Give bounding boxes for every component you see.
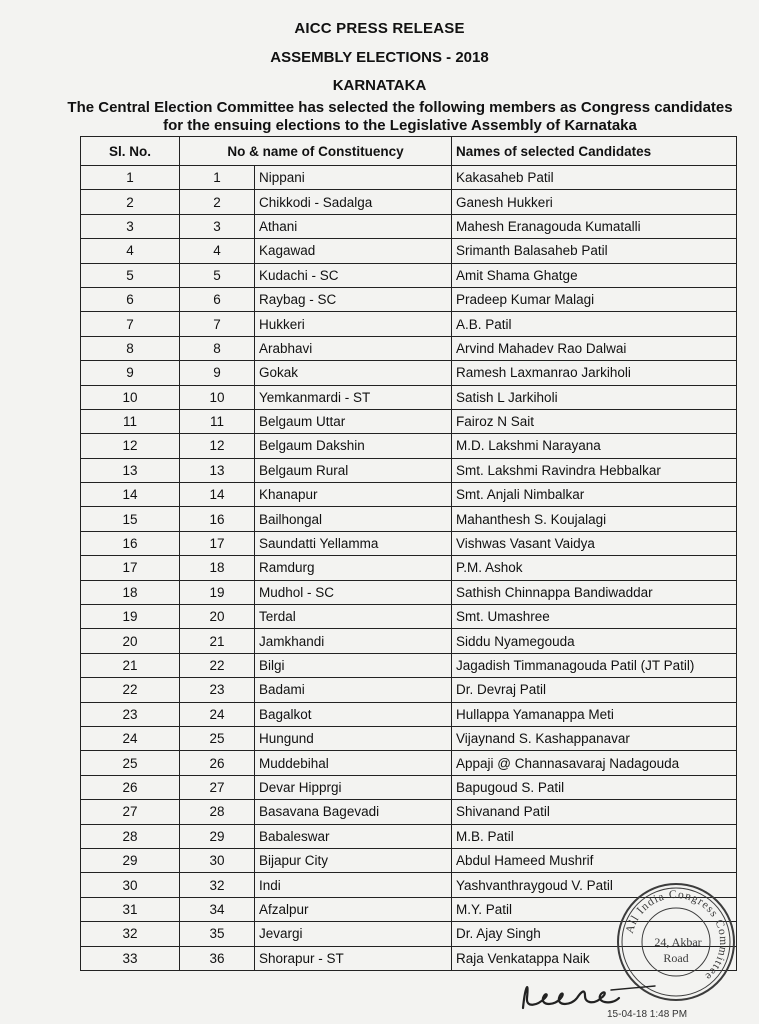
- constituency-name-cell: Hukkeri: [255, 312, 452, 336]
- sl-no-cell: 2: [81, 190, 180, 214]
- candidate-name-cell: Yashvanthraygoud V. Patil: [452, 873, 737, 897]
- candidate-name-cell: Srimanth Balasaheb Patil: [452, 239, 737, 263]
- table-row: [81, 409, 737, 433]
- constituency-number-cell: 18: [180, 556, 255, 580]
- constituency-name-cell: Saundatti Yellamma: [255, 531, 452, 555]
- table-row: [81, 678, 737, 702]
- constituency-name-cell: Mudhol - SC: [255, 580, 452, 604]
- candidate-name-cell: Ramesh Laxmanrao Jarkiholi: [452, 361, 737, 385]
- sl-no-cell: 24: [81, 726, 180, 750]
- intro-paragraph: [60, 99, 740, 135]
- candidates-table: [80, 136, 737, 971]
- constituency-number-cell: 12: [180, 434, 255, 458]
- sl-no-cell: 8: [81, 336, 180, 360]
- constituency-number-cell: 21: [180, 629, 255, 653]
- sl-no-cell: 16: [81, 531, 180, 555]
- sl-no-cell: 32: [81, 922, 180, 946]
- candidates-header: Names of selected Candidates: [452, 137, 737, 166]
- sl-no-cell: 21: [81, 653, 180, 677]
- sl-no-cell: 20: [81, 629, 180, 653]
- candidate-name-cell: Arvind Mahadev Rao Dalwai: [452, 336, 737, 360]
- seal-address-line-2: Road: [663, 951, 689, 965]
- constituency-number-cell: 25: [180, 726, 255, 750]
- sl-no-cell: 26: [81, 775, 180, 799]
- sl-no-cell: 30: [81, 873, 180, 897]
- constituency-name-cell: Raybag - SC: [255, 287, 452, 311]
- candidate-name-cell: Kakasaheb Patil: [452, 166, 737, 190]
- sl-no-header: Sl. No.: [81, 137, 180, 166]
- sl-no-cell: 11: [81, 409, 180, 433]
- constituency-number-cell: 26: [180, 751, 255, 775]
- candidate-name-cell: A.B. Patil: [452, 312, 737, 336]
- constituency-name-cell: Gokak: [255, 361, 452, 385]
- seal-address-line-1: 24, Akbar: [654, 935, 702, 949]
- sl-no-cell: 4: [81, 239, 180, 263]
- constituency-number-cell: 6: [180, 287, 255, 311]
- press-release-title: AICC PRESS RELEASE: [294, 20, 465, 37]
- candidate-name-cell: Appaji @ Channasavaraj Nadagouda: [452, 751, 737, 775]
- sl-no-cell: 15: [81, 507, 180, 531]
- table-row: [81, 800, 737, 824]
- sl-no-cell: 14: [81, 483, 180, 507]
- sl-no-cell: 13: [81, 458, 180, 482]
- table-row: [81, 483, 737, 507]
- constituency-name-cell: Kudachi - SC: [255, 263, 452, 287]
- candidate-name-cell: P.M. Ashok: [452, 556, 737, 580]
- sl-no-cell: 22: [81, 678, 180, 702]
- candidate-name-cell: M.D. Lakshmi Narayana: [452, 434, 737, 458]
- candidate-name-cell: Shivanand Patil: [452, 800, 737, 824]
- candidate-name-cell: Ganesh Hukkeri: [452, 190, 737, 214]
- constituency-name-cell: Muddebihal: [255, 751, 452, 775]
- candidate-name-cell: Smt. Lakshmi Ravindra Hebbalkar: [452, 458, 737, 482]
- sl-no-cell: 1: [81, 166, 180, 190]
- signature-icon: [515, 968, 688, 1020]
- constituency-number-cell: 4: [180, 239, 255, 263]
- constituency-name-cell: Shorapur - ST: [255, 946, 452, 970]
- table-row: [81, 824, 737, 848]
- candidate-name-cell: Dr. Ajay Singh: [452, 922, 737, 946]
- sl-no-cell: 17: [81, 556, 180, 580]
- sl-no-cell: 9: [81, 361, 180, 385]
- candidate-name-cell: Fairoz N Sait: [452, 409, 737, 433]
- constituency-number-cell: 7: [180, 312, 255, 336]
- table-row: [81, 556, 737, 580]
- sl-no-cell: 7: [81, 312, 180, 336]
- candidate-name-cell: Siddu Nyamegouda: [452, 629, 737, 653]
- state-heading: KARNATAKA: [332, 77, 427, 94]
- constituency-number-cell: 9: [180, 361, 255, 385]
- constituency-name-cell: Athani: [255, 214, 452, 238]
- candidate-name-cell: Amit Shama Ghatge: [452, 263, 737, 287]
- constituency-number-cell: 20: [180, 605, 255, 629]
- table-row: [81, 629, 737, 653]
- constituency-number-cell: 23: [180, 678, 255, 702]
- table-row: [81, 848, 737, 872]
- candidate-name-cell: Hullappa Yamanappa Meti: [452, 702, 737, 726]
- intro-line-2: for the ensuing elections to the Legislative Assembly of Karnataka: [163, 117, 637, 134]
- candidate-name-cell: Vishwas Vasant Vaidya: [452, 531, 737, 555]
- constituency-number-cell: 36: [180, 946, 255, 970]
- constituency-name-cell: Arabhavi: [255, 336, 452, 360]
- table-row: [81, 605, 737, 629]
- constituency-name-cell: Bagalkot: [255, 702, 452, 726]
- table-row: [81, 751, 737, 775]
- constituency-number-cell: 13: [180, 458, 255, 482]
- constituency-name-cell: Chikkodi - Sadalga: [255, 190, 452, 214]
- sl-no-cell: 27: [81, 800, 180, 824]
- sl-no-cell: 10: [81, 385, 180, 409]
- constituency-name-cell: Indi: [255, 873, 452, 897]
- constituency-number-cell: 29: [180, 824, 255, 848]
- sl-no-cell: 25: [81, 751, 180, 775]
- candidate-name-cell: Pradeep Kumar Malagi: [452, 287, 737, 311]
- constituency-number-cell: 35: [180, 922, 255, 946]
- constituency-number-cell: 5: [180, 263, 255, 287]
- sl-no-cell: 29: [81, 848, 180, 872]
- constituency-number-cell: 19: [180, 580, 255, 604]
- table-row: [81, 336, 737, 360]
- sl-no-cell: 6: [81, 287, 180, 311]
- table-row: [81, 507, 737, 531]
- constituency-name-cell: Bailhongal: [255, 507, 452, 531]
- constituency-number-cell: 16: [180, 507, 255, 531]
- constituency-number-cell: 32: [180, 873, 255, 897]
- candidate-name-cell: Smt. Anjali Nimbalkar: [452, 483, 737, 507]
- constituency-number-cell: 2: [180, 190, 255, 214]
- constituency-name-cell: Khanapur: [255, 483, 452, 507]
- constituency-number-cell: 3: [180, 214, 255, 238]
- candidate-name-cell: Raja Venkatappa Naik: [452, 946, 737, 970]
- sl-no-cell: 5: [81, 263, 180, 287]
- constituency-name-cell: Belgaum Rural: [255, 458, 452, 482]
- table-row: [81, 458, 737, 482]
- constituency-number-cell: 24: [180, 702, 255, 726]
- constituency-name-cell: Bilgi: [255, 653, 452, 677]
- sl-no-cell: 23: [81, 702, 180, 726]
- constituency-name-cell: Afzalpur: [255, 897, 452, 921]
- signature-date: 15-04-18 1:48 PM: [607, 1009, 688, 1020]
- constituency-name-cell: Basavana Bagevadi: [255, 800, 452, 824]
- constituency-name-cell: Nippani: [255, 166, 452, 190]
- candidate-name-cell: Smt. Umashree: [452, 605, 737, 629]
- table-row: [81, 263, 737, 287]
- candidate-name-cell: M.B. Patil: [452, 824, 737, 848]
- constituency-number-cell: 8: [180, 336, 255, 360]
- candidate-name-cell: Satish L Jarkiholi: [452, 385, 737, 409]
- sl-no-cell: 3: [81, 214, 180, 238]
- sl-no-cell: 28: [81, 824, 180, 848]
- constituency-number-cell: 11: [180, 409, 255, 433]
- constituency-number-cell: 30: [180, 848, 255, 872]
- constituency-number-cell: 1: [180, 166, 255, 190]
- constituency-name-cell: Kagawad: [255, 239, 452, 263]
- constituency-number-cell: 22: [180, 653, 255, 677]
- candidate-name-cell: Dr. Devraj Patil: [452, 678, 737, 702]
- constituency-name-cell: Ramdurg: [255, 556, 452, 580]
- sl-no-cell: 18: [81, 580, 180, 604]
- table-row: [81, 312, 737, 336]
- election-subtitle: ASSEMBLY ELECTIONS - 2018: [270, 49, 489, 66]
- candidate-name-cell: Vijaynand S. Kashappanavar: [452, 726, 737, 750]
- candidate-name-cell: Jagadish Timmanagouda Patil (JT Patil): [452, 653, 737, 677]
- table-row: [81, 166, 737, 190]
- constituency-number-cell: 14: [180, 483, 255, 507]
- table-row: [81, 580, 737, 604]
- table-row: [81, 726, 737, 750]
- constituency-number-cell: 10: [180, 385, 255, 409]
- candidate-name-cell: Sathish Chinnappa Bandiwaddar: [452, 580, 737, 604]
- constituency-header: No & name of Constituency: [180, 137, 452, 166]
- intro-line-1: The Central Election Committee has selected the following members as Congress candidates: [67, 99, 733, 116]
- table-row: [81, 239, 737, 263]
- constituency-name-cell: Bijapur City: [255, 848, 452, 872]
- constituency-number-cell: 34: [180, 897, 255, 921]
- table-row: [81, 287, 737, 311]
- constituency-name-cell: Belgaum Dakshin: [255, 434, 452, 458]
- constituency-name-cell: Jamkhandi: [255, 629, 452, 653]
- table-row: [81, 361, 737, 385]
- constituency-name-cell: Belgaum Uttar: [255, 409, 452, 433]
- table-row: [81, 190, 737, 214]
- constituency-name-cell: Terdal: [255, 605, 452, 629]
- sl-no-cell: 19: [81, 605, 180, 629]
- seal-ring-text: All India Congress Committee: [623, 888, 730, 983]
- table-header-row: [81, 137, 737, 166]
- table-row: [81, 531, 737, 555]
- table-row: [81, 385, 737, 409]
- candidate-name-cell: M.Y. Patil: [452, 897, 737, 921]
- candidates-table-body: [81, 166, 737, 971]
- constituency-name-cell: Hungund: [255, 726, 452, 750]
- constituency-name-cell: Badami: [255, 678, 452, 702]
- table-row: [81, 434, 737, 458]
- constituency-number-cell: 28: [180, 800, 255, 824]
- sl-no-cell: 33: [81, 946, 180, 970]
- candidate-name-cell: Mahanthesh S. Koujalagi: [452, 507, 737, 531]
- table-row: [81, 702, 737, 726]
- candidate-name-cell: Bapugoud S. Patil: [452, 775, 737, 799]
- sl-no-cell: 31: [81, 897, 180, 921]
- candidate-name-cell: Abdul Hameed Mushrif: [452, 848, 737, 872]
- constituency-name-cell: Jevargi: [255, 922, 452, 946]
- table-row: [81, 653, 737, 677]
- constituency-number-cell: 17: [180, 531, 255, 555]
- constituency-name-cell: Yemkanmardi - ST: [255, 385, 452, 409]
- sl-no-cell: 12: [81, 434, 180, 458]
- table-row: [81, 775, 737, 799]
- constituency-number-cell: 27: [180, 775, 255, 799]
- constituency-name-cell: Babaleswar: [255, 824, 452, 848]
- constituency-name-cell: Devar Hipprgi: [255, 775, 452, 799]
- candidate-name-cell: Mahesh Eranagouda Kumatalli: [452, 214, 737, 238]
- table-row: [81, 214, 737, 238]
